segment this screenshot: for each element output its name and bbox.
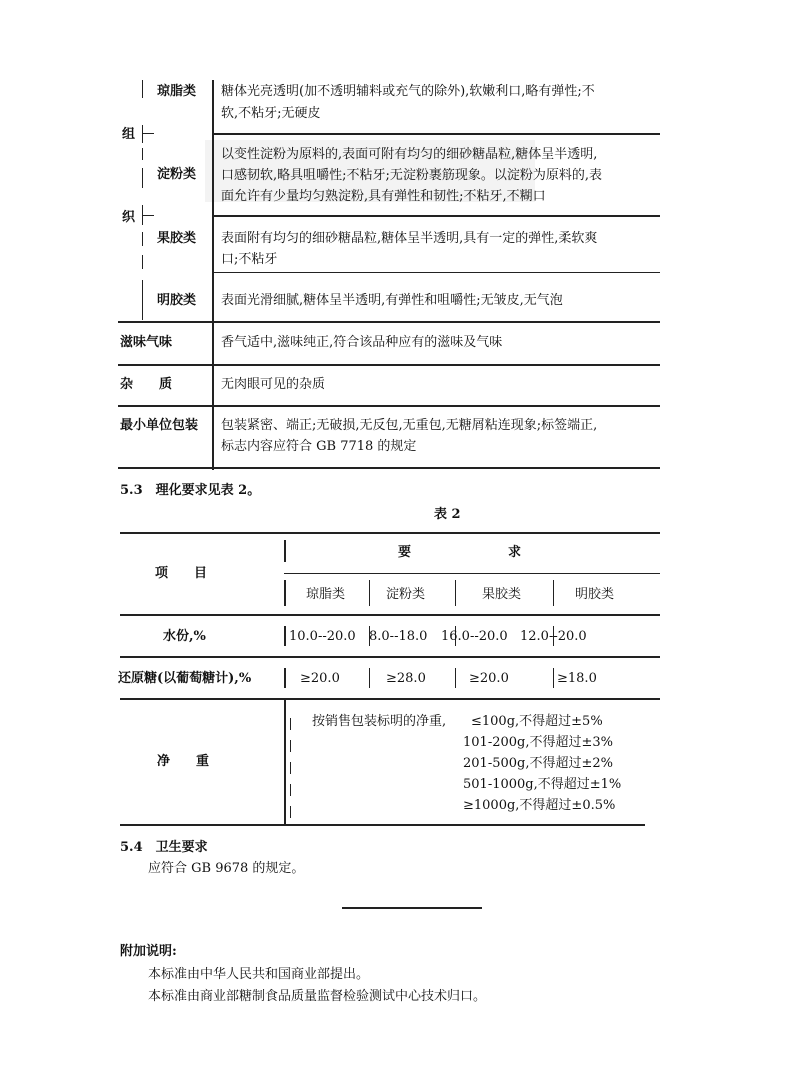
table-cell: 10.0--20.0 [289, 629, 356, 644]
end-rule [342, 907, 482, 909]
row-text: 口感韧软,略具咀嚼性;不粘牙;无淀粉裹筋现象。以淀粉为原料的,表 [221, 168, 603, 183]
appendix-heading: 附加说明: [120, 944, 177, 959]
net-weight-intro: 按销售包装标明的净重, [312, 714, 447, 729]
table-cell: 16.0--20.0 [441, 629, 508, 644]
column-header: 果胶类 [482, 587, 522, 602]
row-label: 净 重 [157, 754, 210, 769]
header-requirement-char: 求 [508, 545, 522, 560]
column-header: 明胶类 [575, 587, 615, 602]
section-5-4-text: 应符合 GB 9678 的规定。 [148, 861, 305, 876]
row-label: 琼脂类 [157, 84, 197, 99]
row-text: 无肉眼可见的杂质 [221, 377, 326, 392]
row-label: 还原糖(以葡萄糖计),% [118, 671, 252, 686]
appendix-line: 本标准由中华人民共和国商业部提出。 [148, 967, 370, 982]
row-label: 杂 质 [120, 377, 173, 392]
row-label: 滋味气味 [120, 335, 173, 350]
table-cell: ≥28.0 [386, 671, 426, 686]
row-text: 表面光滑细腻,糖体呈半透明,有弹性和咀嚼性;无皱皮,无气泡 [221, 293, 563, 308]
table-cell: 12.0--20.0 [520, 629, 587, 644]
row-text: 标志内容应符合 GB 7718 的规定 [221, 439, 417, 454]
net-weight-line: 101-200g,不得超过±3% [463, 735, 613, 750]
row-text: 软,不粘牙;无硬皮 [221, 106, 321, 121]
net-weight-line: ≥1000g,不得超过±0.5% [463, 798, 616, 813]
table-cell: ≥18.0 [557, 671, 597, 686]
row-label: 明胶类 [157, 293, 197, 308]
row-text: 以变性淀粉为原料的,表面可附有均匀的细砂糖晶粒,糖体呈半透明, [221, 147, 598, 162]
table2-caption: 表 2 [434, 507, 461, 522]
appendix-line: 本标准由商业部糖制食品质量监督检验测试中心技术归口。 [148, 989, 487, 1004]
net-weight-line: ≤100g,不得超过±5% [471, 714, 603, 729]
section-5-3: 5.3 理化要求见表 2。 [120, 483, 261, 498]
group-label-char: 织 [122, 210, 136, 225]
row-label: 淀粉类 [157, 167, 197, 182]
row-label: 水份,% [163, 629, 206, 644]
row-text: 面允许有少量均匀熟淀粉,具有弹性和韧性;不粘牙,不糊口 [221, 189, 546, 204]
row-text: 包装紧密、端正;无破损,无反包,无重包,无糖屑粘连现象;标签端正, [221, 418, 598, 433]
row-text: 表面附有均匀的细砂糖晶粒,糖体呈半透明,具有一定的弹性,柔软爽 [221, 231, 598, 246]
section-5-4-heading: 5.4 卫生要求 [120, 840, 208, 855]
row-text: 香气适中,滋味纯正,符合该品种应有的滋味及气味 [221, 335, 503, 350]
group-label-char: 组 [122, 127, 136, 142]
row-text: 糖体光亮透明(加不透明辅料或充气的除外),软嫩利口,略有弹性;不 [221, 84, 595, 99]
row-label: 最小单位包装 [120, 418, 199, 433]
net-weight-line: 201-500g,不得超过±2% [463, 756, 613, 771]
row-text: 口;不粘牙 [221, 252, 278, 267]
net-weight-line: 501-1000g,不得超过±1% [463, 777, 622, 792]
table-cell: ≥20.0 [300, 671, 340, 686]
column-header: 淀粉类 [386, 587, 426, 602]
header-requirement-char: 要 [398, 545, 412, 560]
row-label: 果胶类 [157, 231, 197, 246]
header-item: 项 目 [155, 566, 208, 581]
column-header: 琼脂类 [306, 587, 346, 602]
table-cell: 8.0--18.0 [369, 629, 428, 644]
table-cell: ≥20.0 [469, 671, 509, 686]
